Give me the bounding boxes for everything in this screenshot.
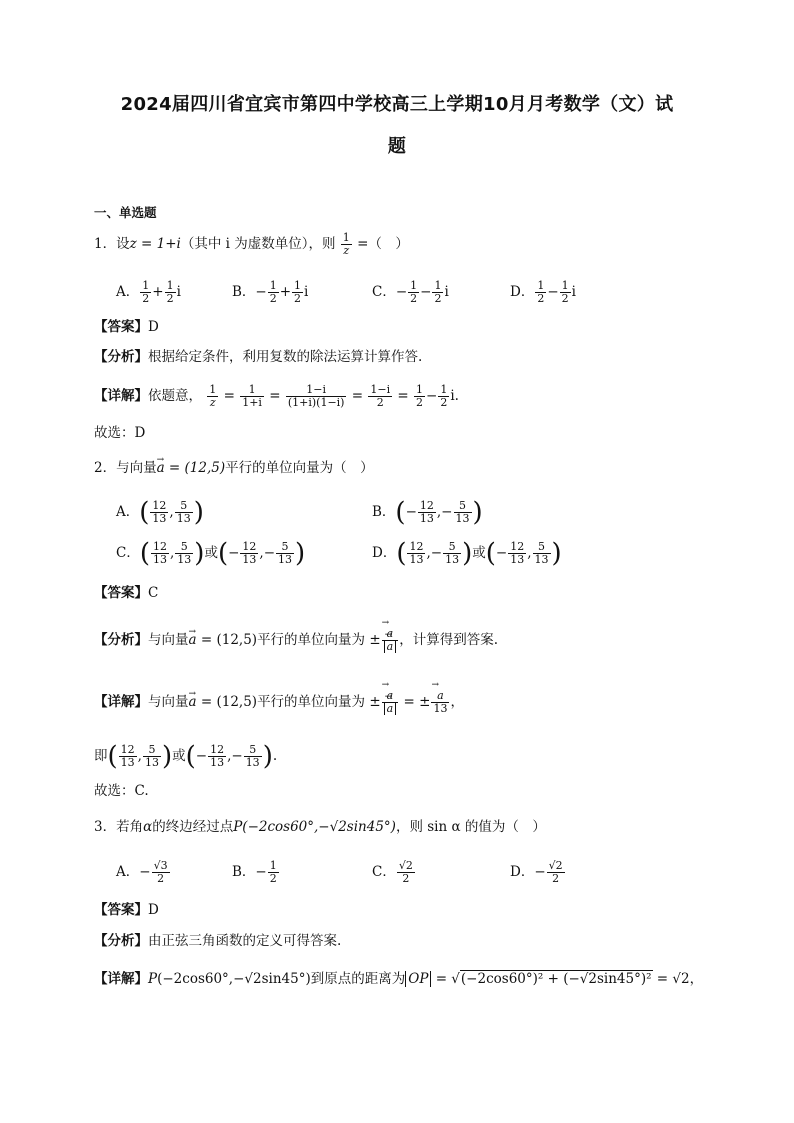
q2-conclusion: 故选：C. [94,783,149,799]
title-line-2: 题 [387,136,407,157]
q1-conclusion: 故选：D [94,425,146,441]
q1-option-b[interactable]: B．− $\frac{1}{2}$ + $\frac{1}{2}$ i [232,279,309,305]
q3-option-a[interactable]: A．− $\frac{√3}{2}$ [116,859,168,885]
q2-detail-line2: 即( $\frac{12}{13}$ , $\frac{5}{13}$ )或(− $\frac{12}{13}$ ,− $\frac{5}{13}$ ). [94,741,278,772]
q2-option-c[interactable]: C．( $\frac{12}{13}$ , $\frac{5}{13}$ )或(− $\frac{12}{13}$ ,− $\frac{5}{13}$ ) [116,538,306,569]
q1-stem-z: z = 1+i [129,236,181,252]
q1-stem-post: =（ ） [352,236,409,252]
q2-option-a[interactable]: A．( $\frac{12}{13}$ , $\frac{5}{13}$ ) [116,497,204,528]
q3-option-b[interactable]: B．− $\frac{1}{2}$ [232,859,277,885]
q3-stem: 3．若角α的终边经过点P(−2cos60°,−√2sin45°)，则 sin α 的值为（ ） [94,819,546,835]
q1-stem: 1．设z = 1+i（其中 i 为虚数单位），则 $\frac{1}{z}$ =（ ） [94,231,409,257]
title-line-1: 2024届四川省宜宾市第四中学校高三上学期10月月考数学（文）试 [120,94,674,115]
q3-detail: 【详解】P(−2cos60°,−√2sin45°)到原点的距离为 OP = √(−2cos60°)² + (−√2sin45°)² = √2， [94,971,704,987]
q3-option-c[interactable]: C． $\frac{√2}{2}$ [372,859,413,885]
q2-detail: 【详解】与向量→ a = (12,5)平行的单位向量为 ± → a → a = ± → $\frac{a}{13}$ ， [94,690,464,715]
q1-detail: 【详解】依题意， $\frac{1}{z}$ = $\frac{1}{1+i}$ = $\frac{1-i}{(1+i)(1-i)}$ = $\frac{1-i}{2}$ = $\frac{1}{2}$ − $\frac{1}{2}$ i. [94,383,459,409]
q3-analysis: 【分析】由正弦三角函数的定义可得答案. [94,933,342,949]
q1-stem-pre: 1．设 [94,236,130,252]
q1-option-a[interactable]: A． $\frac{1}{2}$ + $\frac{1}{2}$ i [116,279,181,305]
q1-stem-mid: （其中 i 为虚数单位），则 [180,236,336,252]
q2-analysis: 【分析】与向量→ a = (12,5)平行的单位向量为 ± → a → a ，计算得到答案. [94,628,498,653]
page-title [60,84,734,168]
q1-option-c[interactable]: C．− $\frac{1}{2}$ − $\frac{1}{2}$ i [372,279,449,305]
q2-option-b[interactable]: B．(− $\frac{12}{13}$ ,− $\frac{5}{13}$ ) [372,497,483,528]
q2-answer: 【答案】C [94,585,159,601]
q3-answer: 【答案】D [94,902,159,918]
q3-option-d[interactable]: D．− $\frac{√2}{2}$ [510,859,563,885]
section-heading: 一、单选题 [94,205,157,220]
q2-stem: 2．与向量→ a = (12,5)平行的单位向量为（ ） [94,457,374,479]
q2-option-d[interactable]: D．( $\frac{12}{13}$ ,− $\frac{5}{13}$ )或(− $\frac{12}{13}$ , $\frac{5}{13}$ ) [372,538,562,569]
q1-option-d[interactable]: D． $\frac{1}{2}$ − $\frac{1}{2}$ i [510,279,576,305]
q1-analysis: 【分析】根据给定条件，利用复数的除法运算计算作答. [94,349,423,365]
q1-answer: 【答案】D [94,319,159,335]
